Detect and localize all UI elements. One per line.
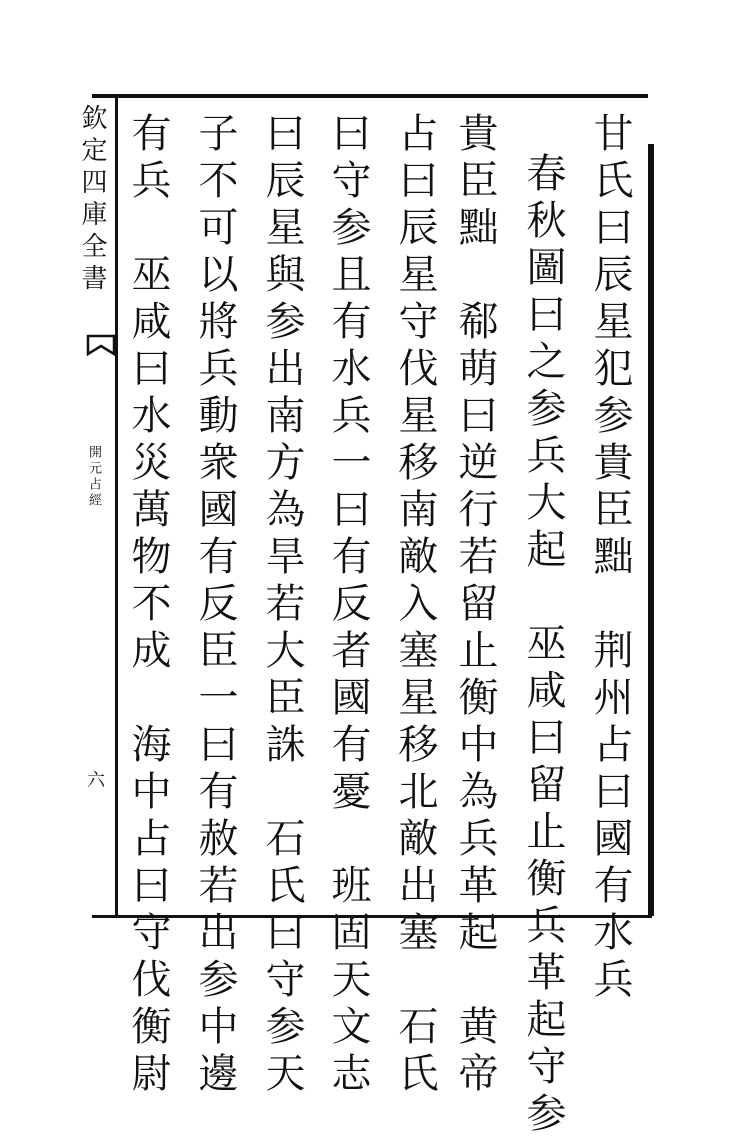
text-column-1: 甘氏曰辰星犯参貴臣黜 荆州占曰國有水兵 [587, 112, 633, 1005]
margin-page-number: 六 [84, 770, 105, 788]
bottom-border-rule [92, 915, 652, 918]
text-column-7: 子不可以將兵動衆國有反臣一曰有赦若出参中邊 [192, 112, 238, 1099]
text-column-4: 占曰辰星守伐星移南敵入塞星移北敵出塞 石氏 [392, 112, 438, 1099]
fishtail-ornament-icon [86, 334, 116, 356]
text-column-8: 有兵 巫咸曰水災萬物不成 海中占曰守伐衡尉 [125, 112, 171, 1099]
text-column-6: 曰辰星與参出南方為旱若大臣誅 石氏曰守参天 [259, 112, 305, 1099]
margin-chapter-title: 開元占經 [86, 445, 101, 509]
margin-book-title: 欽定四庫全書 [77, 104, 107, 296]
text-column-3: 貴臣黜 郗萌曰逆行若留止衡中為兵革起 黄帝 [452, 112, 498, 1099]
text-column-5: 曰守参且有水兵一曰有反者國有憂 班固天文志 [325, 112, 371, 1099]
left-border-rule [115, 96, 118, 916]
top-border-rule [92, 94, 648, 98]
right-border-rule [648, 144, 654, 916]
text-column-2: 春秋圖曰之参兵大起 巫咸曰留止衡兵革起守参 [520, 152, 566, 1139]
